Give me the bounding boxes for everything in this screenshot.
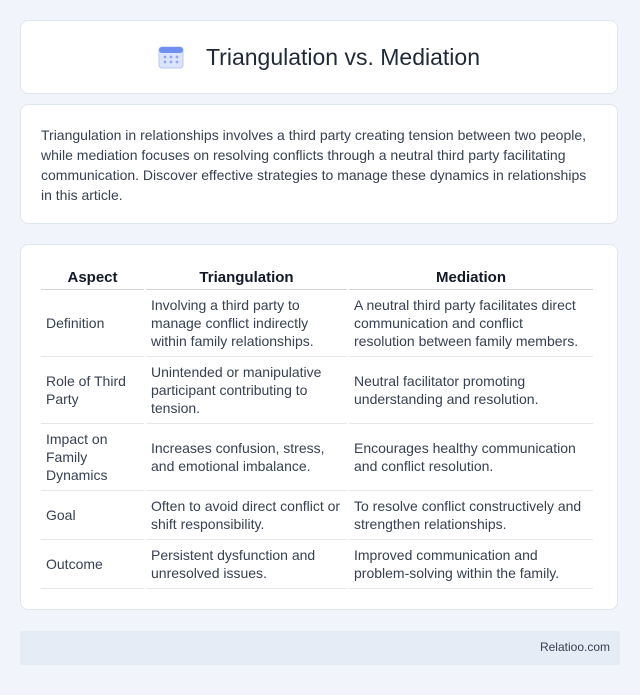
intro-card: [20, 104, 618, 224]
row-triangulation: Involving a third party to manage conflict indirectly within family relationships.: [146, 290, 347, 357]
row-aspect: Impact on Family Dynamics: [41, 424, 144, 491]
calendar-icon: [158, 45, 184, 69]
row-mediation: Improved communication and problem-solving within the family.: [349, 540, 593, 589]
row-mediation: A neutral third party facilitates direct communication and conflict resolution between family members.: [349, 290, 593, 357]
row-aspect: Goal: [41, 491, 144, 540]
row-aspect: Definition: [41, 290, 144, 357]
table-header-row: [41, 265, 593, 290]
row-triangulation: Persistent dysfunction and unresolved issues.: [146, 540, 347, 589]
page-title: Triangulation vs. Mediation: [205, 43, 480, 70]
comparison-table: [39, 265, 595, 589]
footer-brand: Relatioo.com: [539, 640, 610, 654]
intro-text: Triangulation in relationships involves a third party creating tension between two people, while mediation focuses on resolving conflicts through a neutral third party facilitating communication. Discover effective strategies to manage these dynamics in relationships in this article.: [41, 127, 587, 203]
row-triangulation: Increases confusion, stress, and emotional imbalance.: [146, 424, 347, 491]
table-row: [41, 491, 593, 540]
row-mediation: Neutral facilitator promoting understanding and resolution.: [349, 357, 593, 424]
row-mediation: Encourages healthy communication and conflict resolution.: [349, 424, 593, 491]
row-triangulation: Unintended or manipulative participant contributing to tension.: [146, 357, 347, 424]
comparison-card: [20, 244, 618, 610]
title-card: [20, 20, 618, 94]
table-row: [41, 357, 593, 424]
row-triangulation: Often to avoid direct conflict or shift responsibility.: [146, 491, 347, 540]
footer: [20, 631, 620, 665]
row-mediation: To resolve conflict constructively and strengthen relationships.: [349, 491, 593, 540]
row-aspect: Outcome: [41, 540, 144, 589]
table-row: [41, 540, 593, 589]
header-mediation: Mediation: [349, 265, 593, 290]
row-aspect: Role of Third Party: [41, 357, 144, 424]
table-row: [41, 290, 593, 357]
header-aspect: Aspect: [41, 265, 144, 290]
header-triangulation: Triangulation: [146, 265, 347, 290]
table-row: [41, 424, 593, 491]
